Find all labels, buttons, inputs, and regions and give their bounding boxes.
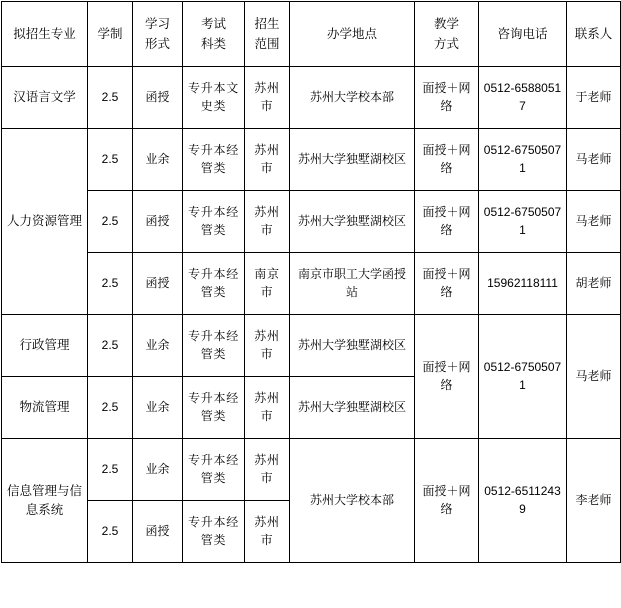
header-scope: 招生 范围 — [245, 2, 290, 67]
cell-contact: 马老师 — [567, 191, 621, 253]
header-subject: 考试 科类 — [183, 2, 245, 67]
cell-major: 人力资源管理 — [2, 129, 88, 315]
cell-system: 2.5 — [88, 377, 133, 439]
table-row — [2, 253, 621, 315]
cell-form: 业余 — [133, 439, 183, 501]
cell-contact: 马老师 — [567, 129, 621, 191]
cell-location: 苏州大学校本部 — [290, 439, 415, 563]
cell-subject: 专升本经管类 — [183, 501, 245, 563]
cell-major: 信息管理与信息系统 — [2, 439, 88, 563]
cell-form: 函授 — [133, 253, 183, 315]
table-row — [2, 129, 621, 191]
cell-form: 业余 — [133, 129, 183, 191]
cell-form: 函授 — [133, 501, 183, 563]
cell-system: 2.5 — [88, 253, 133, 315]
admissions-table — [1, 1, 621, 563]
cell-scope: 苏州市 — [245, 377, 290, 439]
cell-teaching: 面授＋网络 — [415, 315, 479, 439]
cell-subject: 专升本经管类 — [183, 191, 245, 253]
cell-teaching: 面授＋网络 — [415, 129, 479, 191]
cell-phone: 0512-65112439 — [479, 439, 567, 563]
header-location: 办学地点 — [290, 2, 415, 67]
cell-system: 2.5 — [88, 129, 133, 191]
cell-major: 汉语言文学 — [2, 67, 88, 129]
cell-phone: 0512-67505071 — [479, 191, 567, 253]
cell-subject: 专升本经管类 — [183, 377, 245, 439]
cell-scope: 苏州市 — [245, 315, 290, 377]
cell-scope: 苏州市 — [245, 501, 290, 563]
header-system: 学制 — [88, 2, 133, 67]
cell-system: 2.5 — [88, 439, 133, 501]
cell-major: 物流管理 — [2, 377, 88, 439]
cell-teaching: 面授＋网络 — [415, 253, 479, 315]
cell-teaching: 面授＋网络 — [415, 439, 479, 563]
cell-subject: 专升本经管类 — [183, 439, 245, 501]
header-phone: 咨询电话 — [479, 2, 567, 67]
cell-scope: 南京市 — [245, 253, 290, 315]
cell-subject: 专升本文史类 — [183, 67, 245, 129]
table-row — [2, 439, 621, 501]
table-row — [2, 315, 621, 377]
cell-scope: 苏州市 — [245, 67, 290, 129]
cell-location: 苏州大学独墅湖校区 — [290, 315, 415, 377]
cell-location: 南京市职工大学函授站 — [290, 253, 415, 315]
cell-scope: 苏州市 — [245, 191, 290, 253]
cell-system: 2.5 — [88, 501, 133, 563]
cell-contact: 于老师 — [567, 67, 621, 129]
cell-subject: 专升本经管类 — [183, 129, 245, 191]
cell-major: 行政管理 — [2, 315, 88, 377]
cell-contact: 马老师 — [567, 315, 621, 439]
header-major: 拟招生专业 — [2, 2, 88, 67]
header-contact: 联系人 — [567, 2, 621, 67]
cell-contact: 李老师 — [567, 439, 621, 563]
cell-location: 苏州大学校本部 — [290, 67, 415, 129]
cell-phone: 0512-67505071 — [479, 315, 567, 439]
cell-system: 2.5 — [88, 67, 133, 129]
cell-form: 业余 — [133, 377, 183, 439]
cell-subject: 专升本经管类 — [183, 315, 245, 377]
cell-form: 函授 — [133, 67, 183, 129]
cell-subject: 专升本经管类 — [183, 253, 245, 315]
cell-system: 2.5 — [88, 191, 133, 253]
table-row — [2, 67, 621, 129]
header-form: 学习 形式 — [133, 2, 183, 67]
cell-form: 函授 — [133, 191, 183, 253]
cell-scope: 苏州市 — [245, 439, 290, 501]
cell-location: 苏州大学独墅湖校区 — [290, 129, 415, 191]
cell-phone: 0512-65880517 — [479, 67, 567, 129]
cell-teaching: 面授＋网络 — [415, 191, 479, 253]
header-teaching: 教学 方式 — [415, 2, 479, 67]
cell-phone: 0512-67505071 — [479, 129, 567, 191]
table-row — [2, 191, 621, 253]
cell-location: 苏州大学独墅湖校区 — [290, 377, 415, 439]
cell-scope: 苏州市 — [245, 129, 290, 191]
cell-location: 苏州大学独墅湖校区 — [290, 191, 415, 253]
cell-teaching: 面授＋网络 — [415, 67, 479, 129]
cell-system: 2.5 — [88, 315, 133, 377]
cell-contact: 胡老师 — [567, 253, 621, 315]
cell-form: 业余 — [133, 315, 183, 377]
cell-phone: 15962118111 — [479, 253, 567, 315]
table-header-row — [2, 2, 621, 67]
